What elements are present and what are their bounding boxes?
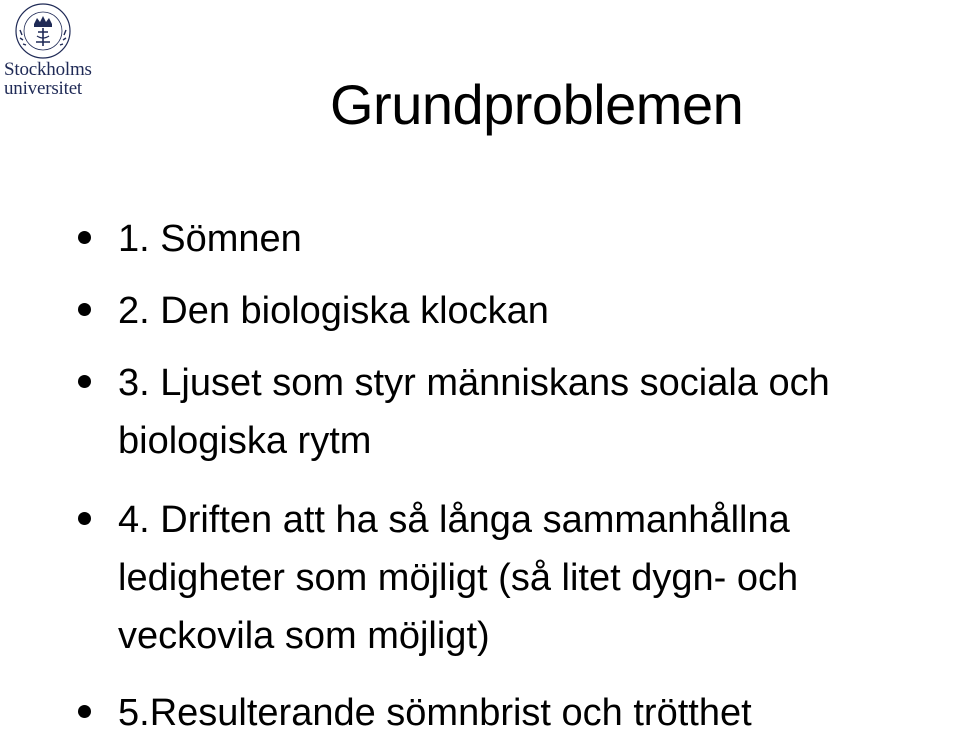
bullet-text-line-2: biologiska rytm bbox=[118, 420, 372, 462]
slide-title: Grundproblemen bbox=[330, 73, 744, 136]
bullet-item-5 bbox=[118, 684, 960, 742]
bullet-dot-icon bbox=[78, 375, 91, 388]
bullet-text: 2. Den biologiska klockan bbox=[118, 290, 549, 332]
university-wordmark bbox=[4, 60, 92, 98]
bullet-dot-icon bbox=[78, 512, 91, 525]
bullet-text-line-1: 4. Driften att ha så långa sammanhållna bbox=[118, 499, 790, 541]
bullet-item-4 bbox=[118, 491, 960, 665]
bullet-item-2 bbox=[118, 282, 960, 340]
wordmark-line-2: universitet bbox=[4, 78, 83, 99]
university-crown-seal-icon bbox=[14, 2, 72, 60]
bullet-text: 5.Resulterande sömnbrist och trötthet bbox=[118, 692, 752, 734]
bullet-dot-icon bbox=[78, 303, 91, 316]
wordmark-line-1: Stockholms bbox=[4, 59, 92, 80]
bullet-text-line-1: 3. Ljuset som styr människans sociala och bbox=[118, 362, 830, 404]
bullet-item-3 bbox=[118, 354, 960, 470]
bullet-text-line-3: veckovila som möjligt) bbox=[118, 615, 490, 657]
university-logo bbox=[4, 2, 124, 98]
bullet-text: 1. Sömnen bbox=[118, 218, 302, 260]
bullet-dot-icon bbox=[78, 705, 91, 718]
bullet-item-1 bbox=[118, 210, 960, 268]
bullet-dot-icon bbox=[78, 231, 91, 244]
bullet-text-line-2: ledigheter som möjligt (så litet dygn- och bbox=[118, 557, 799, 599]
